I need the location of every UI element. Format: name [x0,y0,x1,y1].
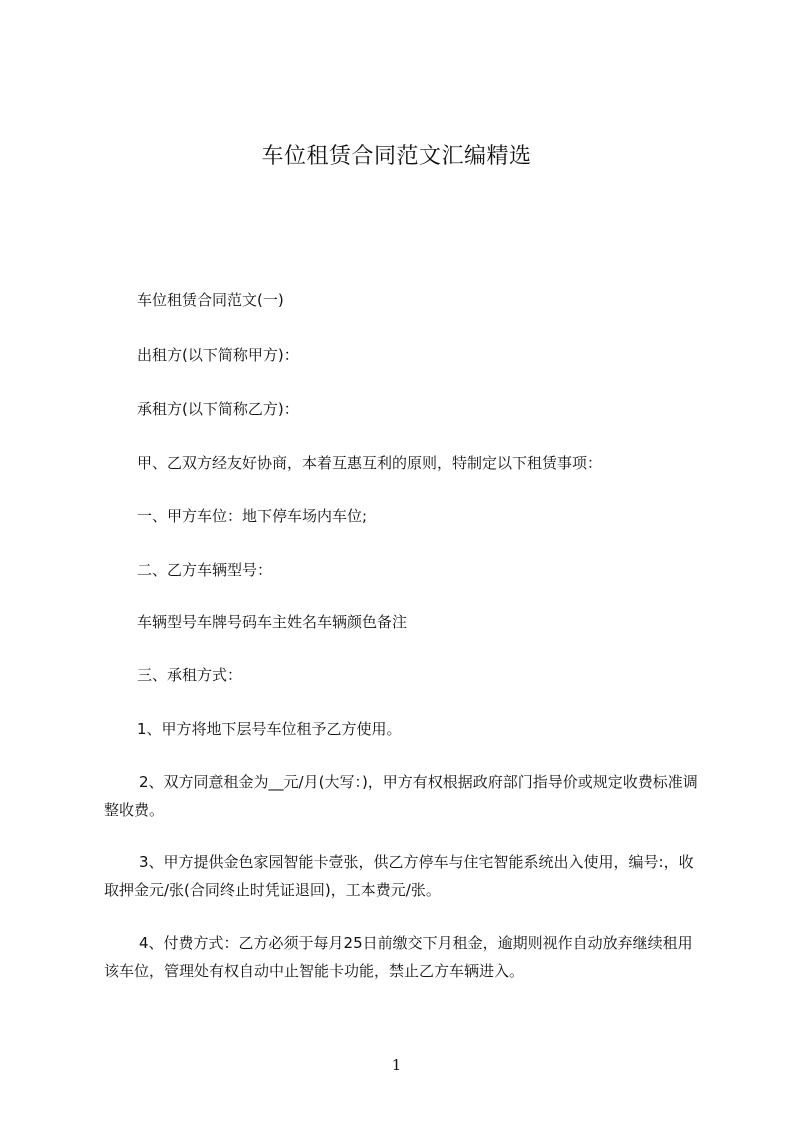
paragraph-contract-heading: 车位租赁合同范文(一) [137,291,284,309]
paragraph-section-2: 二、乙方车辆型号： [137,561,273,579]
paragraph-item-4: 4、付费方式：乙方必须于每月25日前缴交下月租金，逾期则视作自动放弃继续租用该车位，管理处有权自动中止智能卡功能，禁止乙方车辆进入。 [104,934,693,980]
paragraph-preamble: 甲、乙双方经友好协商，本着互惠互利的原则，特制定以下租赁事项： [137,454,603,472]
paragraph-item-1: 1、甲方将地下层号车位租予乙方使用。 [137,720,402,738]
paragraph-vehicle-fields: 车辆型号车牌号码车主姓名车辆颜色备注 [137,613,408,631]
paragraph-lessor: 出租方(以下简称甲方)： [137,346,299,364]
paragraph-section-3: 三、承租方式： [137,666,243,684]
paragraph-section-1: 一、甲方车位：地下停车场内车位; [137,507,368,525]
document-title: 车位租赁合同范文汇编精选 [261,144,532,169]
paragraph-lessee: 承租方(以下简称乙方)： [137,400,299,418]
paragraph-item-2: 2、双方同意租金为__元/月(大写：)，甲方有权根据政府部门指导价或规定收费标准调整收费。 [104,773,698,819]
page-number: 1 [391,1056,402,1074]
paragraph-item-3: 3、甲方提供金色家园智能卡壹张，供乙方停车与住宅智能系统出入使用，编号:，收取押金元/张(合同终止时凭证退回)，工本费元/张。 [104,853,694,899]
